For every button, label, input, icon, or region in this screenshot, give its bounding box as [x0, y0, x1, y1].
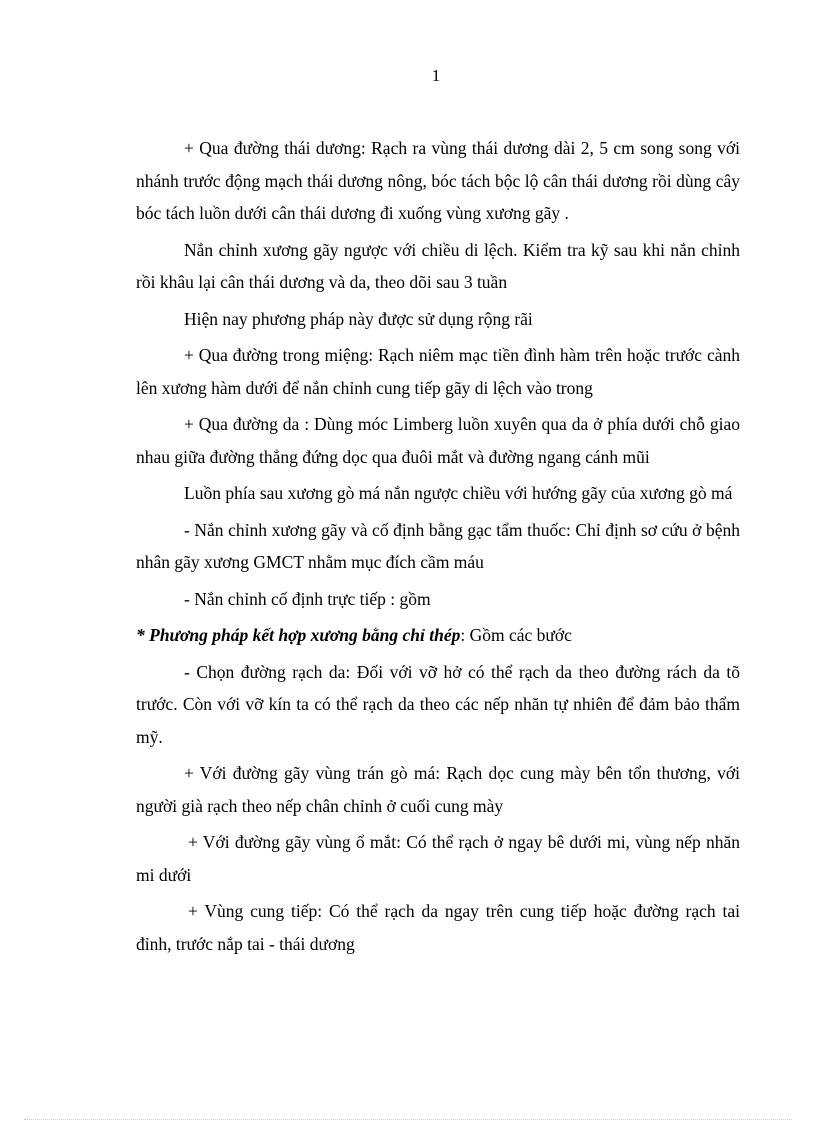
paragraph-gauze-fixation: - Nắn chỉnh xương gãy và cố định bằng gạc tẩm thuốc: Chỉ định sơ cứu ở bệnh nhân gãy xương GMCT nhằm mục đích cầm máu [136, 519, 740, 572]
paragraph-behind-zygoma: Luồn phía sau xương gò má nắn ngược chiều với hướng gãy của xương gò má [184, 483, 733, 503]
page-number: 1 [431, 66, 441, 85]
method-heading-rest: : Gồm các bước [460, 625, 572, 645]
page-bottom-divider [24, 1119, 792, 1120]
step-orbital: + Với đường gãy vùng ổ mắt: Có thể rạch ở ngay bê dưới mi, vùng nếp nhăn mi dưới [136, 832, 740, 885]
paragraph-intraoral-approach: + Qua đường trong miệng: Rạch niêm mạc tiền đình hàm trên hoặc trước cành lên xương hàm dưới để nắn chỉnh cung tiếp gãy di lệch vào trong [136, 345, 740, 398]
step-zygomatic-arch: + Vùng cung tiếp: Có thể rạch da ngay trên cung tiếp hoặc đường rạch tai đỉnh, trước nắp tai - thái dương [136, 901, 740, 954]
paragraph-skin-approach: + Qua đường da : Dùng móc Limberg luồn xuyên qua da ở phía dưới chỗ giao nhau giữa đường thẳng đứng dọc qua đuôi mắt và đường ngang cánh mũi [136, 414, 740, 467]
paragraph-temporal-approach: + Qua đường thái dương: Rạch ra vùng thái dương dài 2, 5 cm song song với nhánh trước động mạch thái dương nông, bóc tách bộc lộ cân thái dương rồi dùng cây bóc tách luồn dưới cân thái dương đi xuống vùng xương gãy . [136, 138, 740, 223]
method-heading-title: * Phương pháp kết hợp xương bằng chỉ thép [136, 625, 461, 645]
step-frontozygomatic: + Với đường gãy vùng trán gò má: Rạch dọc cung mày bên tổn thương, với người già rạch theo nếp chân chỉnh ở cuối cung mày [136, 763, 740, 816]
step-skin-incision: - Chọn đường rạch da: Đối với vỡ hở có thể rạch da theo đường rách da tõ trước. Còn với vỡ kín ta có thể rạch da theo các nếp nhăn tự nhiên để đảm bảo thẩm mỹ. [136, 661, 740, 747]
document-body [136, 132, 740, 964]
method-heading [136, 619, 740, 652]
paragraph-reduction-check: Nắn chỉnh xương gãy ngược với chiều di lệch. Kiểm tra kỹ sau khi nắn chỉnh rồi khâu lại cân thái dương và da, theo dõi sau 3 tuần [136, 239, 740, 292]
paragraph-direct-fixation: - Nắn chỉnh cố định trực tiếp : gồm [184, 588, 431, 609]
paragraph-current-usage: Hiện nay phương pháp này được sử dụng rộng rãi [184, 308, 533, 329]
